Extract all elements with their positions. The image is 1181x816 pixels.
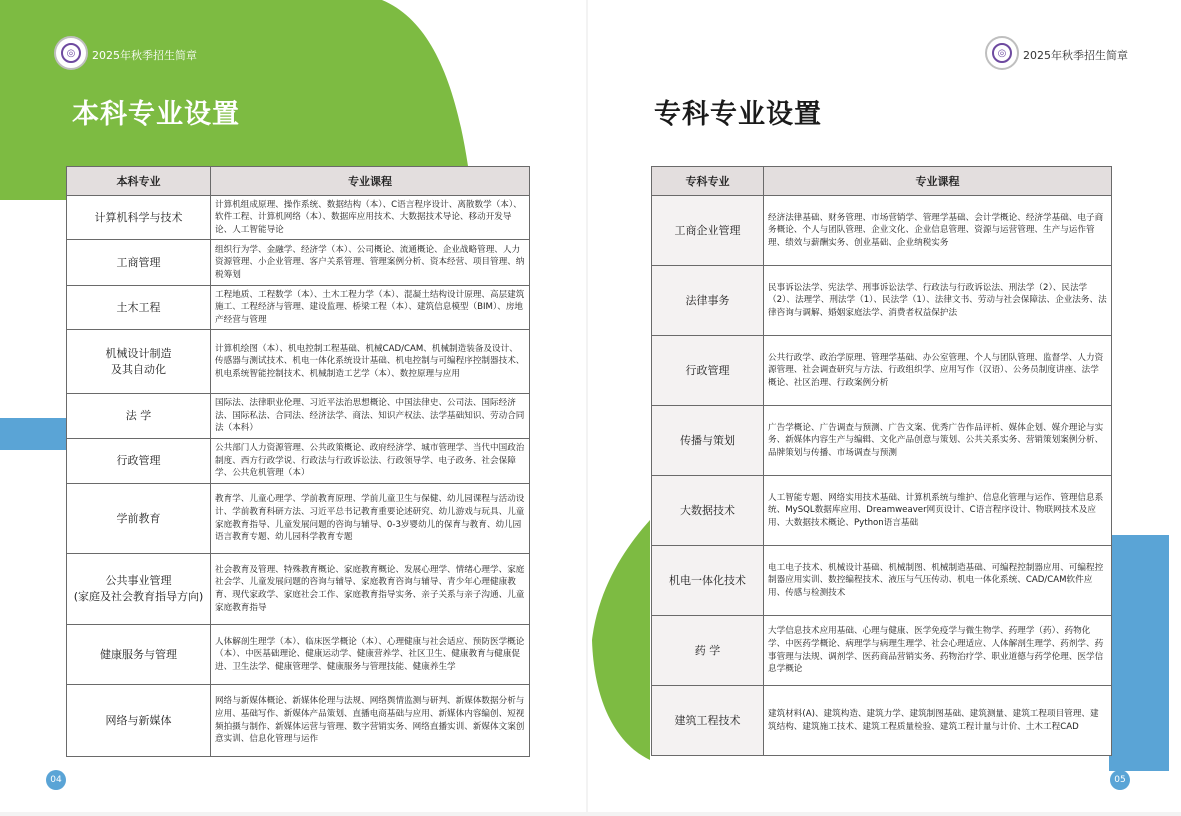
major-name: 网络与新媒体: [67, 685, 211, 757]
table-row: [67, 439, 530, 484]
course-list: 教育学、儿童心理学、学前教育原理、学前儿童卫生与保健、幼儿园课程与活动设计、学前教育科研方法、习近平总书记教育重要论述研究、幼儿游戏与玩具、儿童家庭教育指导、儿童发展问题的咨询与辅导、0-3岁婴幼儿的保育与教育、幼儿园语言教育专题、幼儿园科学教育专题: [211, 484, 530, 554]
course-list: 网络与新媒体概论、新媒体伦理与法规、网络舆情监测与研判、新媒体数据分析与应用、基础写作、新媒体产品策划、直播电商基础与应用、新媒体内容编创、短视频拍摄与制作、新媒体运营与管理、数字营销实务、网络直播实训、新媒体文案创意实训、信息化管理与运作: [211, 685, 530, 757]
header-courses: 专业课程: [211, 167, 530, 196]
table-row: [67, 196, 530, 240]
major-name: 行政管理: [652, 336, 764, 406]
course-list: 计算机绘图（本）、机电控制工程基础、机械CAD/CAM、机械制造装备及设计、传感器与测试技术、机电一体化系统设计基础、机电控制与可编程序控制器技术、机电系统智能控制技术、机械制造工艺学（本）、数控原理与应用: [211, 330, 530, 394]
brochure-title: 2025年秋季招生简章: [1023, 49, 1128, 62]
course-list: 建筑材料(A)、建筑构造、建筑力学、建筑制图基础、建筑测量、建筑工程项目管理、建筑结构、建筑施工技术、建筑工程质量检验、建筑工程计量与计价、土木工程CAD: [764, 686, 1112, 756]
table-row: [67, 394, 530, 439]
page-title: 专科专业设置: [654, 99, 822, 130]
major-name: 传播与策划: [652, 406, 764, 476]
major-name: 学前教育: [67, 484, 211, 554]
major-name: 法 学: [67, 394, 211, 439]
undergraduate-majors-table: [66, 166, 530, 757]
table-row: [67, 554, 530, 625]
course-list: 工程地质、工程数学（本）、土木工程力学（本）、混凝土结构设计原理、高层建筑施工、工程经济与管理、建设监理、桥梁工程（本）、建筑信息模型（BIM）、房地产经营与管理: [211, 286, 530, 330]
school-logo: [985, 36, 1019, 70]
page-title: 本科专业设置: [72, 99, 240, 130]
table-row: [652, 406, 1112, 476]
course-list: 人体解剖生理学（本）、临床医学概论（本）、心理健康与社会适应、预防医学概论（本）、中医基础理论、健康运动学、健康营养学、社区卫生、健康教育与健康促进、卫生法学、健康管理学、健康服务与管理技能、健康养生学: [211, 625, 530, 685]
table-row: [652, 686, 1112, 756]
table-row: [67, 330, 530, 394]
major-name: 法律事务: [652, 266, 764, 336]
major-name: 土木工程: [67, 286, 211, 330]
table-row: [652, 266, 1112, 336]
blue-accent-bar: [1109, 535, 1169, 771]
course-list: 公共行政学、政治学原理、管理学基础、办公室管理、个人与团队管理、监督学、人力资源管理、社会调查研究与方法、行政组织学、应用写作（汉语）、公务员制度讲座、法学概论、社区治理、行政案例分析: [764, 336, 1112, 406]
left-page: [0, 0, 586, 812]
course-list: 计算机组成原理、操作系统、数据结构（本）、C语言程序设计、离散数学（本）、软件工程、计算机网络（本）、数据库应用技术、大数据技术导论、移动开发导论、人工智能导论: [211, 196, 530, 240]
right-page: [588, 0, 1181, 812]
course-list: 广告学概论、广告调查与预测、广告文案、优秀广告作品评析、媒体企划、媒介理论与实务、新媒体内容生产与编辑、文化产品创意与策划、公共关系实务、营销策划案例分析、品牌策划与传播、市场调查与预测: [764, 406, 1112, 476]
major-name: 建筑工程技术: [652, 686, 764, 756]
header-major: 专科专业: [652, 167, 764, 196]
course-list: 公共部门人力资源管理、公共政策概论、政府经济学、城市管理学、当代中国政治制度、西方行政学说、行政法与行政诉讼法、行政领导学、电子政务、社会保障学、公共危机管理（本）: [211, 439, 530, 484]
major-name: 药 学: [652, 616, 764, 686]
school-logo: [54, 36, 88, 70]
course-list: 组织行为学、金融学、经济学（本）、公司概论、流通概论、企业战略管理、人力资源管理、小企业管理、客户关系管理、管理案例分析、资本经营、项目管理、纳税筹划: [211, 240, 530, 286]
green-side-shape: [588, 520, 658, 760]
major-name: 工商管理: [67, 240, 211, 286]
table-header-row: [652, 167, 1112, 196]
table-row: [652, 336, 1112, 406]
page-number: 05: [1110, 770, 1130, 790]
table-row: [652, 476, 1112, 546]
table-header-row: [67, 167, 530, 196]
major-name: 机电一体化技术: [652, 546, 764, 616]
course-list: 大学信息技术应用基础、心理与健康、医学免疫学与微生物学、药理学（药）、药物化学、中医药学概论、病理学与病理生理学、社会心理适应、人体解剖生理学、药剂学、药事管理与法规、调剂学、医药商品营销实务、药物治疗学、职业道德与药学伦理、医学信息学概论: [764, 616, 1112, 686]
course-list: 国际法、法律职业伦理、习近平法治思想概论、中国法律史、公司法、国际经济法、国际私法、合同法、经济法学、商法、知识产权法、法学基础知识、劳动合同法（本科）: [211, 394, 530, 439]
table-row: [67, 685, 530, 757]
logo-emblem-icon: ◎: [61, 43, 81, 63]
green-side-fill: [592, 520, 650, 760]
major-name: 健康服务与管理: [67, 625, 211, 685]
table-row: [67, 484, 530, 554]
logo-emblem-icon: ◎: [992, 43, 1012, 63]
table-row: [652, 546, 1112, 616]
course-list: 人工智能专题、网络实用技术基础、计算机系统与维护、信息化管理与运作、管理信息系统、MySQL数据库应用、Dreamweaver网页设计、C语言程序设计、物联网技术及应用、大数据技术概论、Python语言基础: [764, 476, 1112, 546]
table-row: [67, 240, 530, 286]
course-list: 电工电子技术、机械设计基础、机械制图、机械制造基础、可编程控制器应用、可编程控制器应用实训、数控编程技术、液压与气压传动、机电一体化系统、CAD/CAM软件应用、传感与检测技术: [764, 546, 1112, 616]
course-list: 经济法律基础、财务管理、市场营销学、管理学基础、会计学概论、经济学基础、电子商务概论、个人与团队管理、企业文化、企业信息管理、资源与运营管理、生产与运作管理、绩效与薪酬实务、创业基础、企业纳税实务: [764, 196, 1112, 266]
table-row: [652, 196, 1112, 266]
table-row: [67, 286, 530, 330]
table-row: [652, 616, 1112, 686]
course-list: 民事诉讼法学、宪法学、刑事诉讼法学、行政法与行政诉讼法、刑法学（2）、民法学（2）、法理学、刑法学（1）、民法学（1）、法律文书、劳动与社会保障法、企业法务、法律咨询与调解、婚姻家庭法学、消费者权益保护法: [764, 266, 1112, 336]
header-major: 本科专业: [67, 167, 211, 196]
major-name: 机械设计制造 及其自动化: [67, 330, 211, 394]
major-name: 大数据技术: [652, 476, 764, 546]
major-name: 计算机科学与技术: [67, 196, 211, 240]
major-name: 公共事业管理 (家庭及社会教育指导方向): [67, 554, 211, 625]
associate-majors-table: [651, 166, 1112, 756]
table-row: [67, 625, 530, 685]
page-number: 04: [46, 770, 66, 790]
blue-accent-bar: [0, 418, 66, 450]
course-list: 社会教育及管理、特殊教育概论、家庭教育概论、发展心理学、情绪心理学、家庭社会学、儿童发展问题的咨询与辅导、家庭教育咨询与辅导、青少年心理健康教育、现代家政学、家庭社会工作、家庭教育指导实务、亲子关系与亲子沟通、儿童家庭教育指导: [211, 554, 530, 625]
major-name: 工商企业管理: [652, 196, 764, 266]
header-courses: 专业课程: [764, 167, 1112, 196]
major-name: 行政管理: [67, 439, 211, 484]
brochure-title: 2025年秋季招生简章: [92, 49, 197, 62]
